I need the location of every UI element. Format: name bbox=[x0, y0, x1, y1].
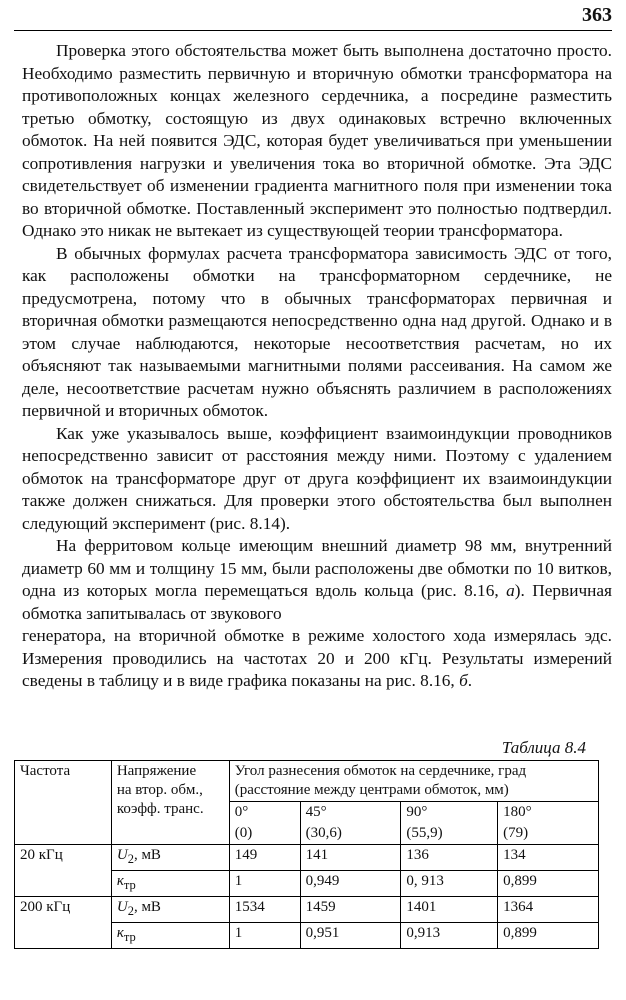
angle-45: 45° bbox=[300, 802, 401, 824]
paragraph-5-main: генератора, на вторичной обмотке в режиме холостого хода измерялась эдс. Измерения проводились на частотах 20 и 200 кГц. Результаты измерений сведены в таблицу и в виде графика показаны на рис. 8.16, bbox=[22, 626, 612, 690]
figure-ref-b: б bbox=[459, 671, 468, 690]
table-cell: 136 bbox=[401, 845, 498, 871]
table-cell: 0,913 bbox=[401, 923, 498, 949]
paragraph-5 bbox=[22, 625, 612, 693]
row-voltage-label: $U_2$, мВ bbox=[111, 897, 229, 923]
paragraph-3: Как уже указывалось выше, коэффициент взаимоиндукции проводников непосредственно зависит от расстояния между ними. Поэтому с удалением обмоток на трансформаторе друг от друга коэффициент их взаимоиндукции также должен снижаться. Для проверки этого обстоятельства был выполнен следующий эксперимент (рис. 8.14). bbox=[22, 423, 612, 533]
body-text bbox=[22, 40, 612, 693]
row-voltage-label: $U_2$, мВ bbox=[111, 845, 229, 871]
distance-45: (30,6) bbox=[300, 823, 401, 845]
table-caption: Таблица 8.4 bbox=[501, 738, 586, 757]
header-voltage-line-1: Напряжение bbox=[116, 763, 197, 779]
paragraph-4 bbox=[22, 535, 612, 625]
header-angle bbox=[229, 761, 598, 802]
header-voltage bbox=[111, 761, 229, 845]
angle-90: 90° bbox=[401, 802, 498, 824]
angle-180: 180° bbox=[498, 802, 599, 824]
row-frequency: 20 кГц bbox=[15, 845, 112, 897]
row-coeff-label: $к_{тр}$ bbox=[111, 923, 229, 949]
header-voltage-line-2: на втор. обм., bbox=[116, 782, 203, 798]
table-cell: 134 bbox=[498, 845, 599, 871]
table-row bbox=[15, 845, 599, 871]
distance-90: (55,9) bbox=[401, 823, 498, 845]
angle-0: 0° bbox=[229, 802, 300, 824]
page-number: 363 bbox=[582, 4, 612, 26]
table-cell: 0,951 bbox=[300, 923, 401, 949]
header-angle-line-1: Угол разнесения обмоток на сердечнике, град bbox=[234, 763, 527, 779]
table-cell: 1 bbox=[229, 923, 300, 949]
paragraph-2: В обычных формулах расчета трансформатора зависимость ЭДС от того, как расположены обмотки на трансформаторном сердечнике, не предусмотрена, потому что в обычных трансформаторах первичная и вторичная обмотки размещаются непосредственно одна над другой. Однако и в этом случае наблюдаются, некоторые несоответствия расчетам, но их объясняют так называемыми магнитными полями рассеивания. На самом же деле, несоответствие расчетам нужно объяснять различием в расположениях первичной и вторичных обмоток. bbox=[22, 243, 612, 420]
table-cell: 141 bbox=[300, 845, 401, 871]
table-header-row bbox=[15, 761, 599, 802]
header-rule bbox=[14, 30, 612, 31]
table-cell: 0,899 bbox=[498, 923, 599, 949]
table-cell: 1534 bbox=[229, 897, 300, 923]
paragraph-5-end: . bbox=[467, 671, 473, 690]
table-cell: 149 bbox=[229, 845, 300, 871]
table-cell: 1401 bbox=[401, 897, 498, 923]
header-angle-line-2: (расстояние между центрами обмоток, мм) bbox=[234, 782, 509, 798]
header-voltage-line-3: коэфф. транс. bbox=[116, 801, 204, 817]
table-cell: 0,949 bbox=[300, 871, 401, 897]
distance-180: (79) bbox=[498, 823, 599, 845]
table-row bbox=[15, 897, 599, 923]
figure-ref-a: а bbox=[506, 581, 515, 600]
paragraph-1: Проверка этого обстоятельства может быть выполнена достаточно просто. Необходимо разместить первичную и вторичную обмотки трансформатора на противоположных концах железного сердечника, а посредине разместить третью обмотку, состоящую из двух одинаковых встречно включенных обмоток. На ней появится ЭДС, которая будет увеличиваться при уменьшении сопротивления нагрузки и увеличения тока во вторичной обмотке. Эта ЭДС свидетельствует об изменении градиента магнитного поля при изменении тока во вторичной обмотке. Поставленный эксперимент это полностью подтвердил. Однако это никак не вытекает из существующей теории трансформатора. bbox=[22, 41, 612, 240]
table-cell: 1364 bbox=[498, 897, 599, 923]
header-frequency: Частота bbox=[15, 761, 112, 845]
distance-0: (0) bbox=[229, 823, 300, 845]
table-cell: 1 bbox=[229, 871, 300, 897]
row-frequency: 200 кГц bbox=[15, 897, 112, 949]
data-table bbox=[14, 760, 599, 949]
paragraph-4-main: На ферритовом кольце имеющим внешний диаметр 98 мм, внутренний диаметр 60 мм и толщину 15 мм, были расположены две обмотки по 10 витков, одна из которых могла перемещаться вдоль кольца (рис. 8.16, bbox=[22, 536, 612, 600]
table-cell: 1459 bbox=[300, 897, 401, 923]
table-cell: 0, 913 bbox=[401, 871, 498, 897]
row-coeff-label: $к_{тр}$ bbox=[111, 871, 229, 897]
table-cell: 0,899 bbox=[498, 871, 599, 897]
paragraph-4-rest: ). Первичная обмотка запитывалась от звукового bbox=[22, 581, 612, 623]
